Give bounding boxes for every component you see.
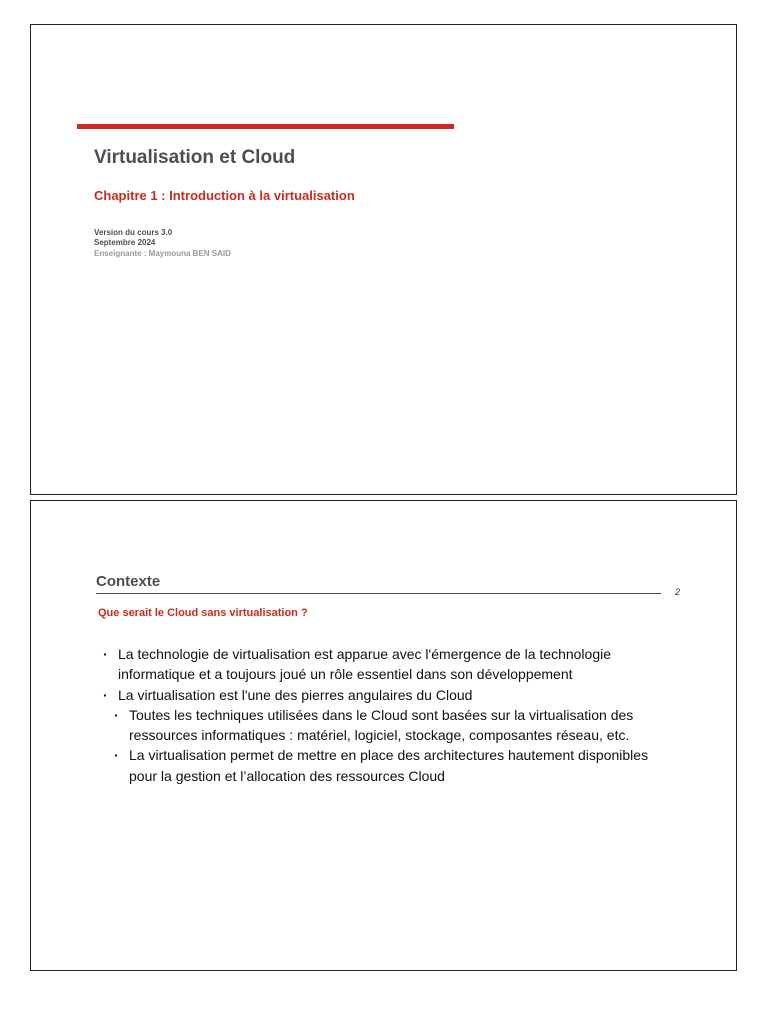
chapter-subtitle: Chapitre 1 : Introduction à la virtualisation (94, 188, 355, 203)
sub-bullet-item: · La virtualisation permet de mettre en place des architectures hautement disponibles pour la gestion et l’allocation des ressources Cloud (101, 745, 661, 786)
bullet-item: · La virtualisation est l'une des pierres angulaires du Cloud (101, 685, 661, 705)
slide-contexte (30, 500, 737, 971)
slide-heading: Contexte (96, 573, 161, 590)
bullet-item: · La technologie de virtualisation est apparue avec l'émergence de la technologie informatique et a toujours joué un rôle essentiel dans son développement (101, 644, 661, 685)
course-date: Septembre 2024 (94, 238, 156, 247)
heading-divider (96, 593, 661, 594)
slide-title-page (30, 24, 737, 495)
bullet-list (101, 644, 661, 786)
slide-subheading: Que serait le Cloud sans virtualisation ? (98, 607, 308, 619)
course-version: Version du cours 3.0 (94, 228, 173, 237)
title-accent-bar (77, 124, 454, 129)
page-number: 2 (675, 587, 681, 597)
teacher-name: Enseignante : Maymouna BEN SAID (94, 249, 231, 258)
presentation-title: Virtualisation et Cloud (94, 147, 296, 168)
sub-bullet-item: · Toutes les techniques utilisées dans le Cloud sont basées sur la virtualisation des ressources informatiques : matériel, logiciel, stockage, composantes réseau, etc. (101, 705, 661, 746)
